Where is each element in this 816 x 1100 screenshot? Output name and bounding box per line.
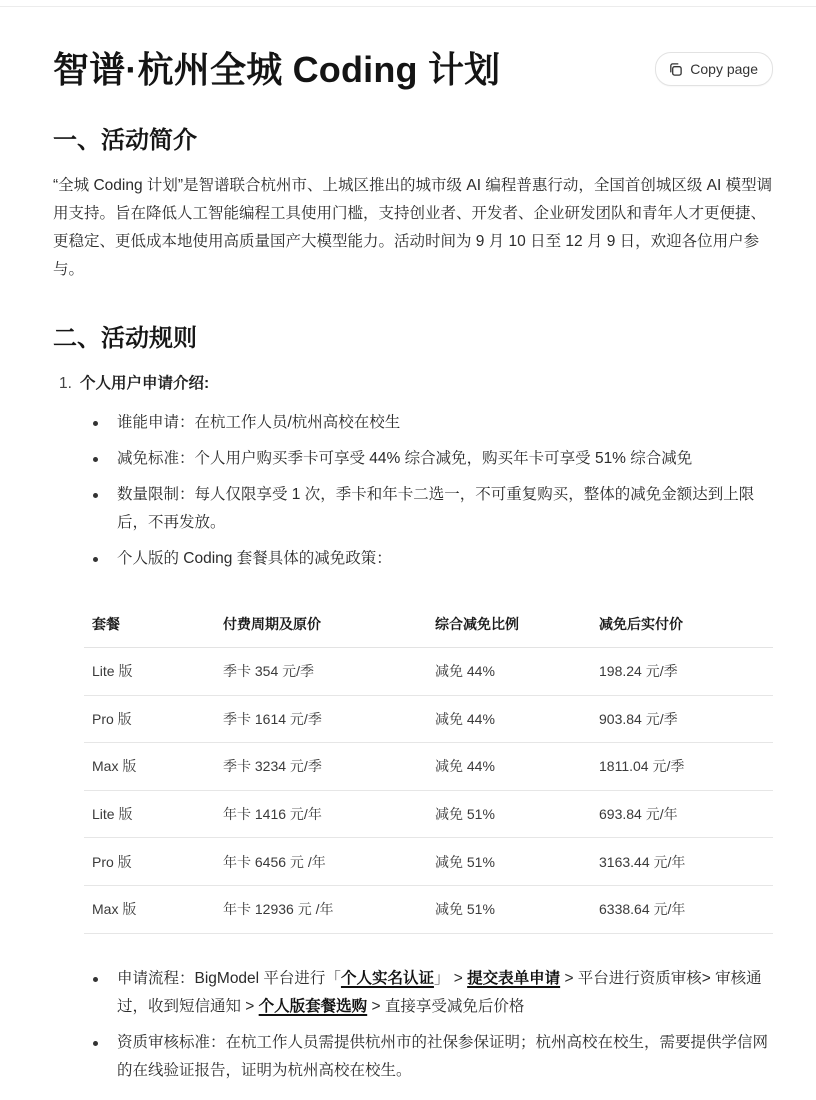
copy-icon <box>668 62 683 77</box>
table-cell: 减免 51% <box>427 790 591 838</box>
top-divider <box>0 6 816 7</box>
submit-form-link[interactable]: 提交表单申请 <box>467 970 561 987</box>
column-header: 综合减免比例 <box>427 600 591 648</box>
ordered-list-item <box>59 371 209 393</box>
page-title: 智谱·杭州全城 Coding 计划 <box>53 49 501 90</box>
pricing-table <box>84 600 773 934</box>
table-cell: 减免 51% <box>427 838 591 886</box>
table-cell: 903.84 元/季 <box>591 695 773 743</box>
table-row <box>84 743 773 791</box>
table-cell: 198.24 元/季 <box>591 648 773 696</box>
intro-paragraph: “全城 Coding 计划”是智谱联合杭州市、上城区推出的城市级 AI 编程普惠行动，全国首创城区级 AI 模型调用支持。旨在降低人工智能编程工具使用门槛，支持创业者、开发者、企业研发团队和青年人才更便捷、更稳定、更低成本地使用高质量国产大模型能力。活动时间为 9 月 10 日至 12 月 9 日，欢迎各位用户参与。 <box>53 177 773 278</box>
copy-page-button[interactable] <box>655 52 773 86</box>
bullet-qualification-standard: 资质审核标准：在杭工作人员需提供杭州市的社保参保证明；杭州高校在校生，需要提供学信网的在线验证报告，证明为杭州高校在校生。 <box>91 1029 773 1085</box>
list-item-label: 个人用户申请介绍: <box>79 375 210 392</box>
bullet-eligibility: 谁能申请：在杭工作人员/杭州高校在校生 <box>91 409 773 437</box>
table-cell: Lite 版 <box>84 648 215 696</box>
table-cell: 1811.04 元/季 <box>591 743 773 791</box>
personal-plan-purchase-link[interactable]: 个人版套餐选购 <box>258 998 368 1015</box>
table-cell: 年卡 6456 元 /年 <box>215 838 427 886</box>
process-sep-2: > 平台进行资质审核> 审核通过，收到短信通知 > <box>117 970 762 1015</box>
real-name-auth-link[interactable]: 个人实名认证 <box>340 970 434 987</box>
table-cell: 693.84 元/年 <box>591 790 773 838</box>
table-cell: Pro 版 <box>84 838 215 886</box>
section-heading-intro: 一、活动简介 <box>53 127 197 154</box>
section-heading-rules: 二、活动规则 <box>53 325 197 352</box>
table-cell: 年卡 1416 元/年 <box>215 790 427 838</box>
bullet-policy-intro: 个人版的 Coding 套餐具体的减免政策： <box>91 545 773 573</box>
title-row <box>53 46 773 96</box>
table-row <box>84 790 773 838</box>
column-header: 套餐 <box>84 600 215 648</box>
table-cell: 减免 44% <box>427 743 591 791</box>
table-cell: Max 版 <box>84 743 215 791</box>
table-cell: Pro 版 <box>84 695 215 743</box>
table-cell: 6338.64 元/年 <box>591 885 773 933</box>
table-cell: 3163.44 元/年 <box>591 838 773 886</box>
table-row <box>84 695 773 743</box>
bullet-application-process <box>91 965 773 1021</box>
table-cell: Max 版 <box>84 885 215 933</box>
table-cell: 季卡 1614 元/季 <box>215 695 427 743</box>
table-row <box>84 648 773 696</box>
table-cell: 减免 44% <box>427 695 591 743</box>
copy-page-label: Copy page <box>690 61 758 77</box>
table-cell: 年卡 12936 元 /年 <box>215 885 427 933</box>
process-prefix: 申请流程：BigModel 平台进行「 <box>117 970 341 987</box>
table-cell: 季卡 354 元/季 <box>215 648 427 696</box>
rules-bullet-list <box>91 409 773 581</box>
column-header: 付费周期及原价 <box>215 600 427 648</box>
table-row <box>84 838 773 886</box>
column-header: 减免后实付价 <box>591 600 773 648</box>
table-cell: 减免 51% <box>427 885 591 933</box>
bullet-discount-standard: 减免标准：个人用户购买季卡可享受 44% 综合减免，购买年卡可享受 51% 综合减免 <box>91 445 773 473</box>
process-sep-1: 」 > <box>433 970 468 987</box>
table-cell: Lite 版 <box>84 790 215 838</box>
table-cell: 减免 44% <box>427 648 591 696</box>
bullet-quantity-limit: 数量限制：每人仅限享受 1 次，季卡和年卡二选一，不可重复购买，整体的减免金额达到上限后，不再发放。 <box>91 481 773 537</box>
list-number: 1. <box>59 375 72 392</box>
table-row <box>84 885 773 933</box>
process-suffix: > 直接享受减免后价格 <box>367 998 525 1015</box>
table-cell: 季卡 3234 元/季 <box>215 743 427 791</box>
table-header-row <box>84 600 773 648</box>
process-bullet-list <box>91 965 773 1093</box>
